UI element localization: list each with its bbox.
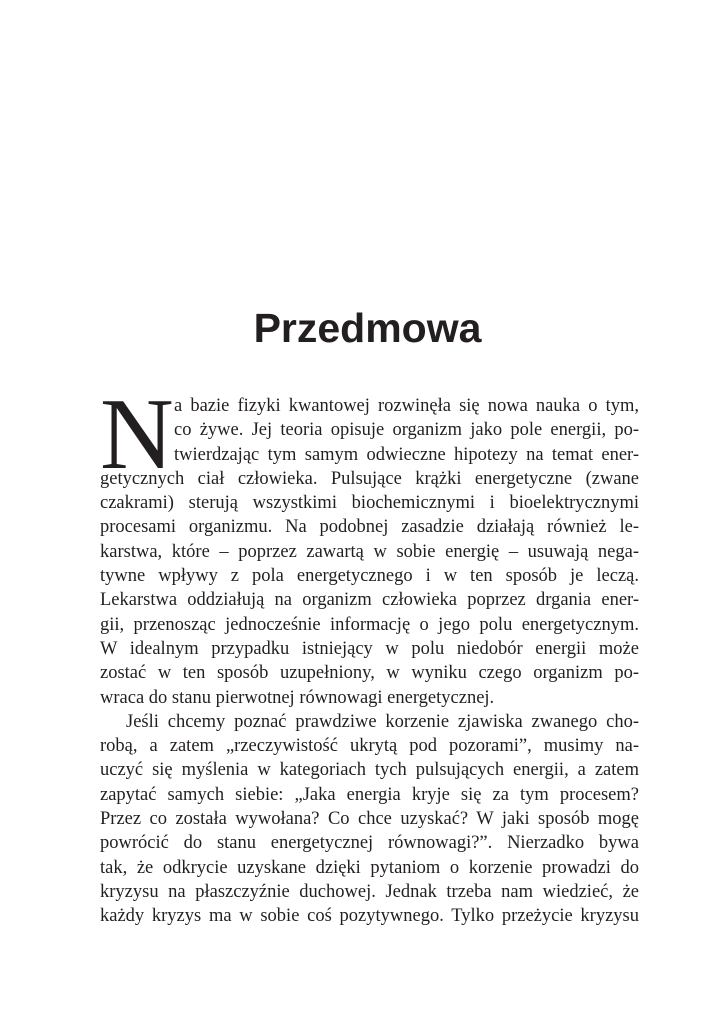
text-line: W idealnym przypadku istniejący w polu niedobór energii może [100, 638, 639, 659]
text-line: czakrami) sterują wszystkimi biochemicznymi i bioelektrycznymi [100, 493, 639, 514]
text-line: powrócić do stanu energetycznej równowagi?”. Nierzadko bywa [100, 833, 639, 854]
paragraph-1 [100, 394, 639, 710]
chapter-title: Przedmowa [253, 305, 482, 351]
paragraph-2 [100, 710, 639, 929]
text-line: gii, przenosząc jednocześnie informację o jego polu energetycznym. [100, 614, 639, 635]
text-line: kryzysu na płaszczyźnie duchowej. Jednak trzeba nam wiedzieć, że [100, 881, 639, 902]
text-line: Przez co została wywołana? Co chce uzyskać? W jaki sposób mogę [100, 809, 639, 830]
text-line: twierdzając tym samym odwieczne hipotezy na temat ener- [174, 444, 639, 465]
text-line: każdy kryzys ma w sobie coś pozytywnego. Tylko przeżycie kryzysu [100, 906, 639, 927]
text-line: tywne wpływy z pola energetycznego i w ten sposób je leczą. [100, 566, 639, 587]
text-line: Lekarstwa oddziałują na organizm człowieka poprzez drgania ener- [100, 590, 639, 611]
text-line: tak, że odkrycie uzyskane dzięki pytaniom o korzenie prowadzi do [100, 857, 639, 878]
text-line: Jeśli chcemy poznać prawdziwe korzenie zjawiska zwanego cho- [126, 711, 639, 732]
text-line: co żywe. Jej teoria opisuje organizm jako pole energii, po- [174, 420, 639, 441]
text-line: karstwa, które – poprzez zawartą w sobie energię – usuwają nega- [100, 541, 639, 562]
body-text [100, 378, 639, 929]
text-line: a bazie fizyki kwantowej rozwinęła się nowa nauka o tym, [174, 396, 639, 416]
text-line: robą, a zatem „rzeczywistość ukrytą pod pozorami”, musimy na- [100, 736, 639, 757]
text-line: procesami organizmu. Na podobnej zasadzie działają również le- [100, 517, 639, 538]
text-line: zapytać samych siebie: „Jaka energia kryje się za tym procesem? [100, 784, 639, 805]
text-line: uczyć się myślenia w kategoriach tych pulsujących energii, a zatem [100, 760, 639, 781]
text-line: zostać w ten sposób uzupełniony, w wyniku czego organizm po- [100, 663, 639, 684]
drop-cap-letter: N [100, 378, 174, 491]
text-line: wraca do stanu pierwotnej równowagi energetycznej. [100, 687, 495, 708]
text-line: getycznych ciał człowieka. Pulsujące krążki energetyczne (zwane [100, 468, 639, 489]
